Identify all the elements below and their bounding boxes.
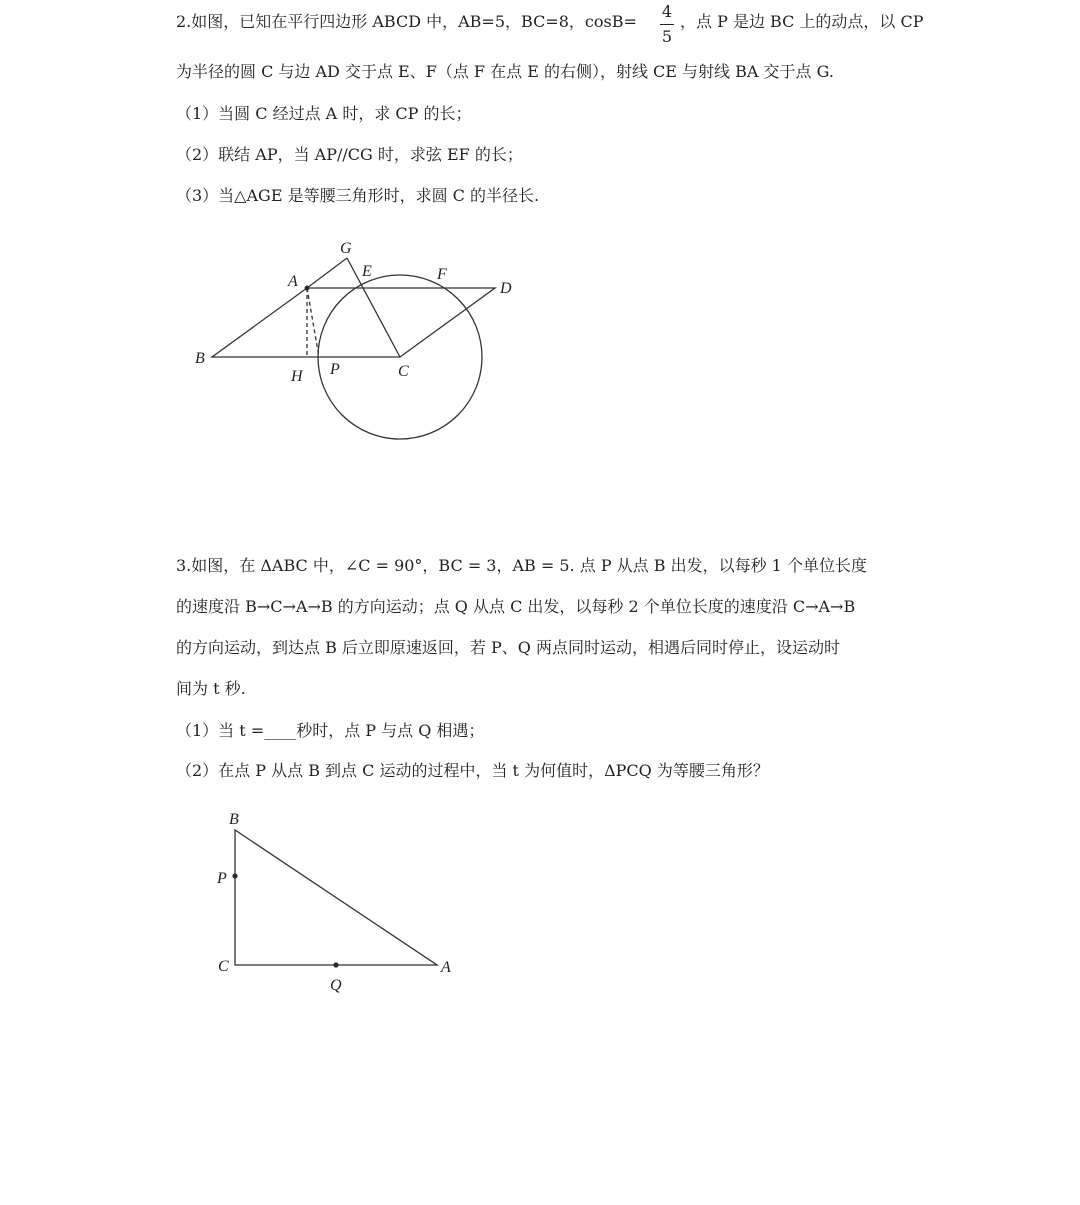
- fraction-numerator: 4: [661, 2, 673, 21]
- fraction-denominator: 5: [661, 27, 673, 46]
- problem3-line2: 的速度沿 B→C→A→B 的方向运动；点 Q 从点 C 出发，以每秒 2 个单位长度的速度沿 C→A→B: [176, 597, 856, 616]
- label-c: C: [398, 363, 409, 380]
- label-f: F: [437, 266, 447, 283]
- problem2-line2: 为半径的圆 C 与边 AD 交于点 E、F（点 F 在点 E 的右侧），射线 CE 与射线 BA 交于点 G.: [176, 62, 834, 81]
- problem2-line1a: 2.如图，已知在平行四边形 ABCD 中，AB=5，BC=8，cosB=: [176, 12, 637, 31]
- ray-ba: [307, 258, 347, 288]
- figure-right-triangle: [233, 830, 437, 967]
- problem3-question1: （1）当 t =____秒时，点 P 与点 Q 相遇；: [176, 721, 485, 740]
- label-b: B: [195, 350, 205, 367]
- label-p: P: [217, 870, 227, 887]
- label-p: P: [330, 361, 340, 378]
- problem3-line3: 的方向运动，到达点 B 后立即原速返回，若 P、Q 两点同时运动，相遇后同时停止，设运动时: [176, 638, 840, 657]
- problem3-question2: （2）在点 P 从点 B 到点 C 运动的过程中，当 t 为何值时，ΔPCQ 为等腰三角形？: [176, 761, 769, 780]
- ray-ce: [347, 258, 400, 357]
- problem3-line1: 3.如图，在 ΔABC 中，∠C = 90°，BC = 3，AB = 5. 点 P 从点 B 出发，以每秒 1 个单位长度: [176, 556, 867, 575]
- label-a: A: [441, 959, 451, 976]
- label-a: A: [288, 273, 298, 290]
- label-h: H: [291, 368, 303, 385]
- parallelogram-abcd: [212, 288, 495, 357]
- label-c: C: [218, 958, 229, 975]
- triangle-abc: [235, 830, 437, 965]
- problem2-question1: （1）当圆 C 经过点 A 时，求 CP 的长；: [176, 104, 472, 123]
- label-q: Q: [330, 977, 342, 994]
- label-e: E: [362, 263, 372, 280]
- segment-ap: [307, 288, 319, 357]
- figure-parallelogram-circle: [212, 258, 495, 439]
- label-b: B: [229, 811, 239, 828]
- problem3-line4: 间为 t 秒.: [176, 679, 246, 698]
- label-g: G: [340, 240, 352, 257]
- problem2-question3: （3）当△AGE 是等腰三角形时，求圆 C 的半径长.: [176, 186, 540, 205]
- point-a: [305, 286, 309, 290]
- label-d: D: [500, 280, 512, 297]
- problem2-question2: （2）联结 AP，当 AP//CG 时，求弦 EF 的长；: [176, 145, 523, 164]
- point-p: [233, 874, 237, 878]
- point-q: [334, 963, 338, 967]
- problem2-line1b: ，点 P 是边 BC 上的动点，以 CP: [680, 12, 924, 31]
